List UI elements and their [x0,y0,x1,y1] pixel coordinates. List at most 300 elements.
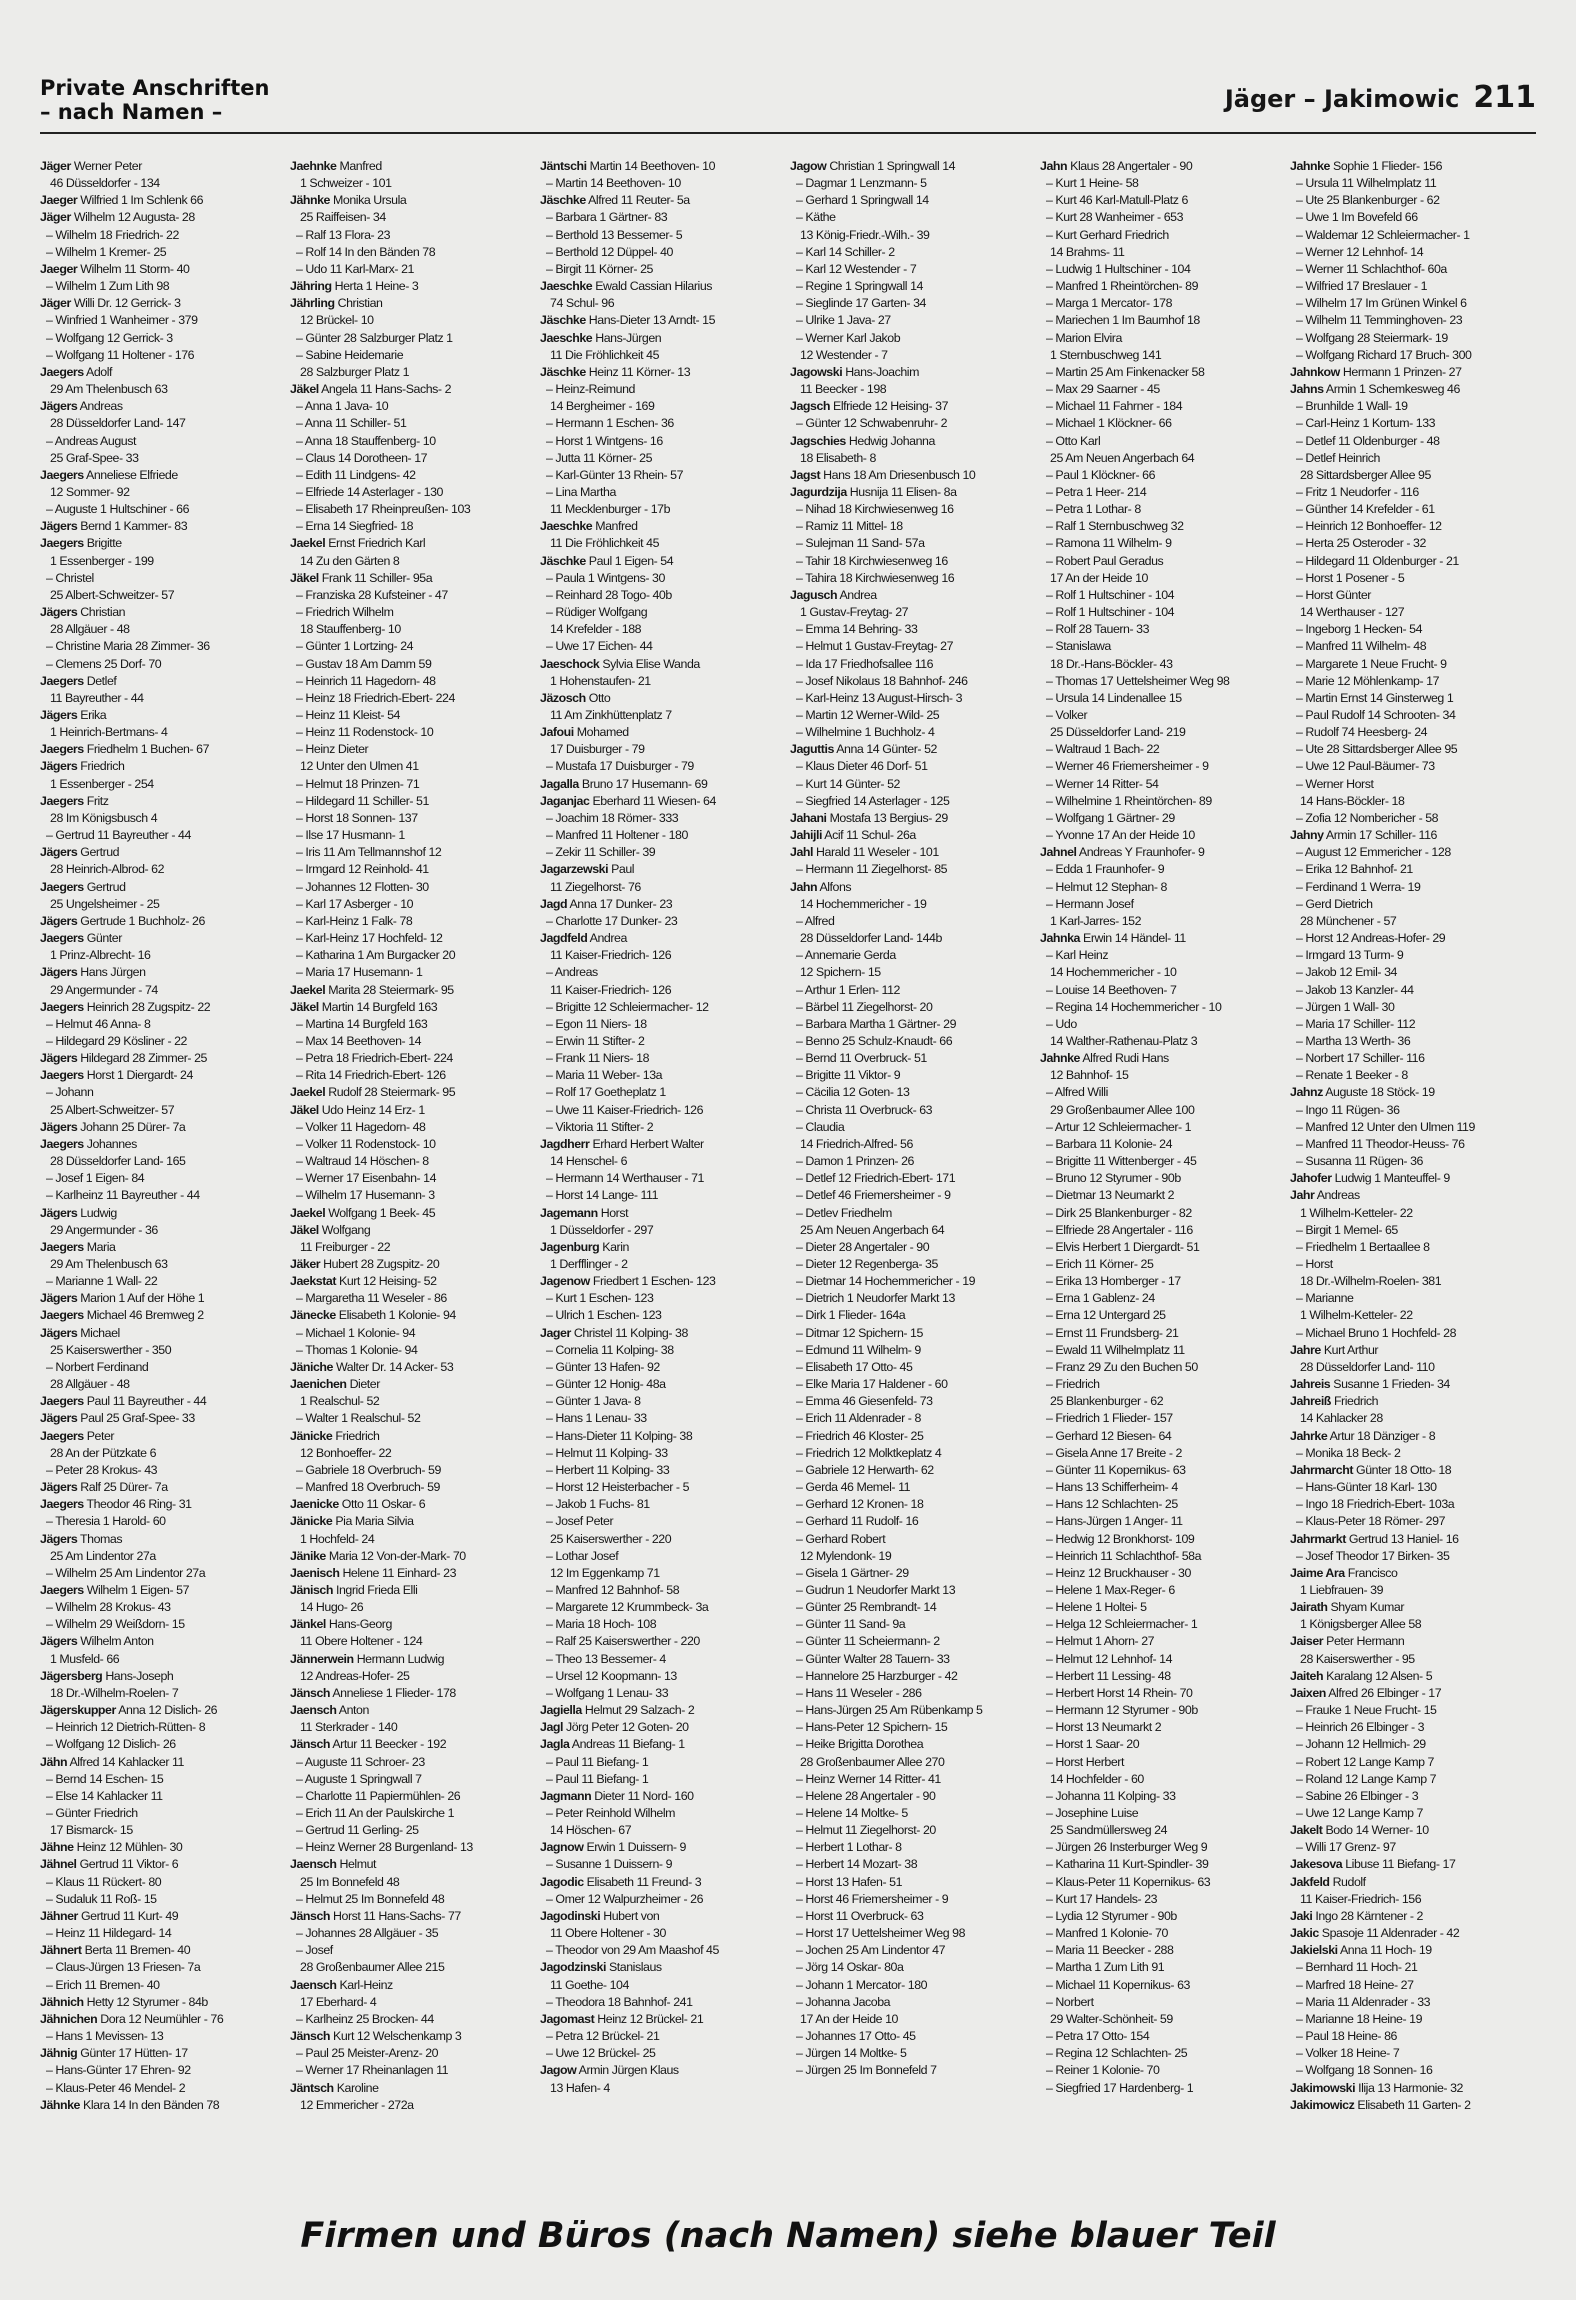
listing-entry [540,621,786,638]
entry-text: – Karl-Günter 13 Rhein- 57 [546,467,684,482]
entry-text: – Claus-Jürgen 13 Friesen- 7a [46,1960,201,1975]
listing-entry [40,1033,286,1050]
listing-entry [540,947,786,964]
entry-text: – Anna 1 Java- 10 [296,399,389,414]
entry-text: Udo Heinz 14 Erz- 1 [321,1102,425,1117]
listing-entry [290,1342,536,1359]
listing-entry [290,1307,536,1324]
listing-entry [790,1942,1036,1959]
listing-entry [540,2062,786,2079]
entry-text: Elfriede 12 Heising- 37 [833,399,949,414]
entry-text: 14 Hugo- 26 [300,1600,364,1615]
entry-text: – Frauke 1 Neue Frucht- 15 [1296,1703,1437,1718]
listing-entry [1040,278,1286,295]
entry-text: – Günter 1 Lortzing- 24 [296,639,414,654]
entry-text: Dieter 11 Nord- 160 [594,1788,694,1803]
listing-entry [1040,1633,1286,1650]
entry-surname: Jaekel [290,536,326,551]
listing-entry [40,1599,286,1616]
entry-text: Karin [602,1239,629,1254]
entry-text: Helene 11 Einhard- 23 [342,1565,457,1580]
entry-text: Christian [80,605,126,620]
entry-text: – Wolfgang 1 Lenau- 33 [546,1685,669,1700]
listing-entry [1040,861,1286,878]
listing-entry [1290,741,1536,758]
listing-entry [1040,1033,1286,1050]
entry-text: – Erich 11 Bremen- 40 [46,1977,160,1992]
entry-text: Alfred 14 Kahlacker 11 [69,1754,184,1769]
entry-text: 12 Bahnhof- 15 [1050,1068,1129,1083]
entry-text: – Rolf 1 Hultschiner - 104 [1046,587,1175,602]
listing-entry [790,261,1036,278]
listing-entry [1290,1084,1536,1101]
entry-text: Helmut 29 Salzach- 2 [584,1703,695,1718]
entry-text: – Wilfried 17 Breslauer - 1 [1296,279,1428,294]
entry-text: – Gabriele 18 Overbruch- 59 [296,1462,441,1477]
entry-surname: Jägers [40,519,78,534]
entry-text: – Cornelia 11 Kolping- 38 [546,1342,674,1357]
entry-text: – Uwe 12 Paul-Bäumer- 73 [1296,759,1435,774]
listing-entry [790,209,1036,226]
entry-text: – Tahir 18 Kirchwiesenweg 16 [796,553,948,568]
entry-text: – Wilhelm 29 Weißdorn- 15 [46,1617,185,1632]
entry-text: – Ferdinand 1 Werra- 19 [1296,879,1421,894]
entry-surname: Jaeger [40,193,78,208]
listing-entry [1040,381,1286,398]
entry-text: – Siegfried 17 Hardenberg- 1 [1046,2080,1194,2095]
entry-text: – Johannes 28 Allgäuer - 35 [296,1926,439,1941]
entry-text: Elisabeth 11 Freund- 3 [586,1874,702,1889]
listing-entry [790,673,1036,690]
entry-text: Ludwig 1 Manteuffel- 9 [1334,1171,1450,1186]
listing-entry [1290,1771,1536,1788]
entry-text: – Maria 11 Beecker - 288 [1046,1943,1174,1958]
entry-text: – Günter 11 Kopernikus- 63 [1046,1462,1186,1477]
entry-text: – Bernhard 11 Hoch- 21 [1296,1960,1418,1975]
entry-text: – Margarete 1 Neue Frucht- 9 [1296,656,1447,671]
entry-text: – Heinz 12 Bruckhauser - 30 [1046,1565,1191,1580]
listing-entry [1290,1016,1536,1033]
listing-entry [1040,1582,1286,1599]
entry-text: – Uwe 17 Eichen- 44 [546,639,653,654]
entry-text: – Zofia 12 Nombericher - 58 [1296,810,1439,825]
listing-entry [790,724,1036,741]
listing-entry [40,1736,286,1753]
entry-text: – Gabriele 12 Herwarth- 62 [796,1462,934,1477]
entry-surname: Jäzosch [540,690,586,705]
entry-text: – Helmut 11 Ziegelhorst- 20 [796,1823,936,1838]
listing-entry [1040,1428,1286,1445]
entry-text: – Zekir 11 Schiller- 39 [546,845,656,860]
listing-entry [1040,1513,1286,1530]
listing-entry [1040,1016,1286,1033]
listing-entry [290,1994,536,2011]
listing-entry [40,484,286,501]
listing-entry [790,1325,1036,1342]
listing-entry [290,1565,536,1582]
listing-entry [1040,1805,1286,1822]
listing-entry [290,1050,536,1067]
listing-entry [290,1462,536,1479]
entry-text: – Friedrich 1 Flieder- 157 [1046,1411,1173,1426]
listing-entry [290,1136,536,1153]
entry-text: Berta 11 Bremen- 40 [84,1943,191,1958]
listing-entry [1040,1170,1286,1187]
listing-entry [790,484,1036,501]
entry-text: – Martha 1 Zum Lith 91 [1046,1960,1165,1975]
entry-text: – Günter 25 Rembrandt- 14 [796,1600,937,1615]
entry-surname: Jähnig [40,2046,78,2061]
entry-text: 1 Hohenstaufen- 21 [550,673,651,688]
listing-entry [1040,2028,1286,2045]
entry-text: – Uwe 11 Kaiser-Friedrich- 126 [546,1102,704,1117]
entry-text: – Gerhard 12 Biesen- 64 [1046,1428,1172,1443]
entry-text: – Helmut 46 Anna- 8 [46,1016,151,1031]
listing-entry [1040,1599,1286,1616]
entry-text: – Damon 1 Prinzen- 26 [796,1154,914,1169]
listing-entry [1290,1290,1536,1307]
listing-entry [1040,1839,1286,1856]
listing-entry [1040,638,1286,655]
entry-text: 28 Allgäuer - 48 [50,1377,130,1392]
entry-text: 11 Bayreuther - 44 [50,690,144,705]
listing-entry [790,1822,1036,1839]
entry-text: – Werner Karl Jakob [796,330,901,345]
listing-entry [40,364,286,381]
entry-text: – Brigitte 12 Schleiermacher- 12 [546,999,709,1014]
listing-entry [1040,930,1286,947]
listing-entry [540,1342,786,1359]
entry-text: – Josef Nikolaus 18 Bahnhof- 246 [796,673,968,688]
entry-text: – Andreas August [46,433,136,448]
entry-text: – Emma 46 Giesenfeld- 73 [796,1394,933,1409]
entry-surname: Jaki [1290,1908,1313,1923]
entry-text: – Wilhelm 17 Im Grünen Winkel 6 [1296,296,1467,311]
listing-entry [40,793,286,810]
listing-entry [40,724,286,741]
entry-text: – Ralf 1 Sternbuschweg 32 [1046,519,1184,534]
entry-text: 25 Albert-Schweitzer- 57 [50,1102,175,1117]
listing-entry [790,1393,1036,1410]
entry-text: Erhard Herbert Walter [592,1136,704,1151]
entry-text: – Horst 14 Lange- 111 [546,1188,659,1203]
entry-text: – Dieter 28 Angertaler - 90 [796,1239,930,1254]
listing-entry [290,999,536,1016]
entry-text: 11 Am Zinkhüttenplatz 7 [550,708,672,722]
entry-surname: Jagsch [790,399,831,414]
entry-text: – Michael 1 Klöckner- 66 [1046,416,1172,431]
listing-entry [1290,192,1536,209]
entry-surname: Jaegers [40,793,84,808]
entry-text: – Josephine Luise [1046,1806,1139,1820]
listing-entry [40,244,286,261]
listing-entry [40,930,286,947]
listing-entry [790,1290,1036,1307]
listing-entry [1040,1393,1286,1410]
entry-surname: Jäntsch [290,2080,334,2095]
listing-entry [1290,244,1536,261]
entry-text: 1 Schweizer - 101 [300,176,392,191]
listing-entry [1040,1479,1286,1496]
entry-text: – Kurt 17 Handels- 23 [1046,1891,1158,1906]
listing-entry [290,1908,536,1925]
entry-surname: Jagowski [790,364,843,379]
listing-entry [290,192,536,209]
entry-text: Wolfgang 1 Beek- 45 [328,1205,436,1220]
entry-text: – Sulejman 11 Sand- 57a [796,536,925,551]
listing-entry [1290,1479,1536,1496]
entry-text: Hermann 1 Prinzen- 27 [1342,364,1462,379]
listing-entry [40,1754,286,1771]
entry-text: – Tahira 18 Kirchwiesenweg 16 [796,570,955,585]
entry-text: – Petra 18 Friedrich-Ebert- 224 [296,1051,453,1066]
entry-text: 12 Spichern- 15 [800,965,881,980]
listing-entry [1290,1445,1536,1462]
listing-entry [1040,621,1286,638]
listing-entry [40,947,286,964]
entry-text: Pia Maria Silvia [335,1514,414,1529]
listing-entry [540,467,786,484]
entry-text: – Susanne 1 Duissern- 9 [546,1857,673,1872]
listing-entry [540,1856,786,1873]
listing-entry [40,1565,286,1582]
entry-text: Armin 17 Schiller- 116 [1325,828,1437,843]
listing-entry [1040,1153,1286,1170]
listing-entry [790,896,1036,913]
entry-text: Libuse 11 Biefang- 17 [1345,1857,1456,1872]
listing-entry [540,433,786,450]
listing-entry [540,604,786,621]
entry-text: 1 Heinrich-Bertmans- 4 [50,725,168,740]
listing-entry [540,1119,786,1136]
entry-text: 1 Derfflinger - 2 [550,1257,628,1271]
entry-text: 1 Wilhelm-Ketteler- 22 [1300,1308,1413,1323]
listing-entry [290,1754,536,1771]
entry-surname: Jägers [40,1325,78,1340]
entry-surname: Jägers [40,845,78,860]
listing-entry [790,1805,1036,1822]
listing-entry [1040,415,1286,432]
listing-entry [540,827,786,844]
entry-text: Heinrich 28 Zugspitz- 22 [86,999,211,1014]
listing-entry [40,278,286,295]
listing-entry [1290,1668,1536,1685]
listing-entry [1040,1119,1286,1136]
listing-entry [1290,1548,1536,1565]
listing-entry [1290,312,1536,329]
entry-text: Ralf 25 Dürer- 7a [80,1480,168,1495]
listing-entry [540,553,786,570]
entry-text: – Gisela Anne 17 Breite - 2 [1046,1445,1182,1460]
listing-entry [1040,1685,1286,1702]
listing-entry [40,1067,286,1084]
listing-entry [1290,570,1536,587]
entry-text: – Marie 12 Möhlenkamp- 17 [1296,673,1440,688]
entry-text: Detlef [86,673,117,688]
listing-entry [1040,999,1286,1016]
entry-surname: Jahre [1290,1342,1321,1357]
entry-text: Manfred [595,519,638,534]
listing-entry [1290,330,1536,347]
listing-entry [790,879,1036,896]
entry-text: – Edith 11 Lindgens- 42 [296,467,416,482]
entry-text: – Erich 11 Körner- 25 [1046,1257,1154,1271]
entry-surname: Jagodzinski [540,1960,606,1975]
listing-entry [790,398,1036,415]
entry-text: 28 Düsseldorfer Land- 144b [800,931,942,946]
listing-entry [40,570,286,587]
entry-text: – Karlheinz 25 Brocken- 44 [296,2011,434,2026]
listing-entry [40,1170,286,1187]
listing-entry [40,415,286,432]
listing-entry [1040,398,1286,415]
entry-text: Peter [86,1428,115,1443]
entry-text: – Martin 12 Werner-Wild- 25 [796,708,940,722]
entry-text: – Arthur 1 Erlen- 112 [796,982,900,997]
listing-entry [40,896,286,913]
entry-surname: Jäger [40,159,71,173]
entry-surname: Jakimowski [1290,2080,1356,2095]
entry-text: – Karl 14 Schiller- 2 [796,244,895,259]
entry-text: – Omer 12 Walpurzheimer - 26 [546,1891,704,1906]
entry-text: Paul [611,862,635,877]
entry-text: – Alfred Willi [1046,1085,1108,1100]
entry-text: – Heinrich 12 Bonhoeffer- 12 [1296,519,1442,534]
listing-entry [40,1153,286,1170]
listing-entry [1290,1513,1536,1530]
listing-entry [1290,2062,1536,2079]
listing-entry [1290,2011,1536,2028]
entry-text: – Petra 1 Lothar- 8 [1046,502,1141,517]
listing-entry [40,1513,286,1530]
entry-text: – Wolfgang 12 Dislich- 26 [46,1737,176,1752]
listing-entry [1290,1856,1536,1873]
entry-text: 11 Mecklenburger - 17b [550,502,671,517]
entry-text: 25 Am Neuen Angerbach 64 [1050,450,1195,465]
entry-text: – Werner 12 Lehnhof- 14 [1296,244,1424,259]
listing-entry [790,1719,1036,1736]
entry-text: – Franz 29 Zu den Buchen 50 [1046,1359,1198,1374]
listing-entry [540,1719,786,1736]
listing-entry [790,467,1036,484]
listing-entry [290,295,536,312]
entry-surname: Jäschke [540,313,586,328]
entry-text: Andreas 11 Biefang- 1 [571,1737,685,1752]
listing-entry [790,1685,1036,1702]
listing-entry [1040,1908,1286,1925]
entry-surname: Jahn [1040,159,1068,173]
entry-text: Jörg Peter 12 Goten- 20 [566,1720,689,1735]
listing-entry [40,1719,286,1736]
listing-entry [790,1925,1036,1942]
entry-text: Werner Peter [73,159,142,173]
entry-text: – Dagmar 1 Lenzmann- 5 [796,176,927,191]
entry-text: Erika [80,708,107,722]
listing-entry [1290,673,1536,690]
listing-entry [1040,535,1286,552]
entry-surname: Jäntschi [540,159,587,173]
entry-text: – Margarete 12 Krummbeck- 3a [546,1600,709,1615]
listing-entry [540,295,786,312]
entry-surname: Jägerskupper [40,1703,116,1718]
listing-entry [40,1685,286,1702]
entry-text: – Werner 46 Friemersheimer - 9 [1046,759,1209,774]
entry-text: 14 Zu den Gärten 8 [300,553,400,568]
entry-text: 14 Werthauser - 127 [1300,605,1405,620]
entry-text: Johannes [86,1136,137,1151]
listing-entry [40,1496,286,1513]
listing-entry [40,1376,286,1393]
entry-surname: Jänisch [290,1582,333,1597]
listing-entry [790,1170,1036,1187]
listing-entry [540,673,786,690]
entry-text: Stanislaus [608,1960,662,1975]
entry-text: Heinz 11 Körner- 13 [588,364,691,379]
entry-text: – Gerhard 1 Springwall 14 [796,193,929,208]
footer-note: Firmen und Büros (nach Namen) siehe blauer Teil [300,2216,1276,2256]
entry-surname: Jahr [1290,1188,1315,1203]
entry-text: 12 Emmericher - 272a [300,2097,414,2112]
entry-text: – Rita 14 Friedrich-Ebert- 126 [296,1068,446,1083]
listing-entry [1040,1771,1286,1788]
listing-entry [1290,1736,1536,1753]
listing-entry [540,1702,786,1719]
entry-text: – Johann [46,1085,94,1100]
entry-text: – Theresia 1 Harold- 60 [46,1514,166,1529]
entry-text: – Horst Herbert [1046,1754,1124,1769]
entry-text: – Herbert Horst 14 Rhein- 70 [1046,1685,1193,1700]
entry-text: 18 Dr.-Wilhelm-Roelen- 7 [50,1685,179,1700]
entry-text: – Heinz Werner 28 Burgenland- 13 [296,1840,473,1855]
entry-surname: Jakfeld [1290,1874,1330,1889]
entry-text: Bodo 14 Werner- 10 [1325,1823,1429,1838]
entry-text: – Ingeborg 1 Hecken- 54 [1296,622,1423,637]
entry-text: – Joachim 18 Römer- 333 [546,810,679,825]
listing-entry [40,1548,286,1565]
listing-entry [790,1428,1036,1445]
listing-entry [540,724,786,741]
listing-entry [790,1136,1036,1153]
entry-surname: Jairath [1290,1600,1328,1615]
entry-surname: Jagla [540,1737,570,1752]
entry-text: – Heinz-Reimund [546,382,635,397]
entry-surname: Jäkel [290,382,319,397]
listing-entry [1290,930,1536,947]
entry-text: Armin 1 Schemkesweg 46 [1325,382,1460,397]
listing-entry [790,364,1036,381]
listing-entry [40,621,286,638]
listing-entry [290,724,536,741]
entry-text: – Jakob 12 Emil- 34 [1296,965,1397,980]
entry-surname: Jagow [540,2063,577,2078]
listing-entry [540,2028,786,2045]
entry-text: Hans 18 Am Driesenbusch 10 [823,467,976,482]
entry-text: 28 Im Königsbusch 4 [50,810,158,825]
entry-surname: Jäniche [290,1359,333,1374]
listing-entry [540,1925,786,1942]
entry-text: – Marianne [1296,1291,1354,1306]
entry-text: – Waltraud 14 Höschen- 8 [296,1154,429,1169]
entry-text: – Hans-Jürgen 1 Anger- 11 [1046,1514,1183,1529]
entry-text: Kurt 12 Welschenkamp 3 [333,2029,462,2044]
entry-surname: Jaenichen [290,1377,347,1392]
listing-entry [40,1187,286,1204]
listing-entry [540,364,786,381]
listing-entry [40,1891,286,1908]
entry-text: 17 Bismarck- 15 [50,1823,133,1838]
entry-text: 11 Obere Holtener - 30 [550,1926,666,1941]
listing-entry [40,1136,286,1153]
